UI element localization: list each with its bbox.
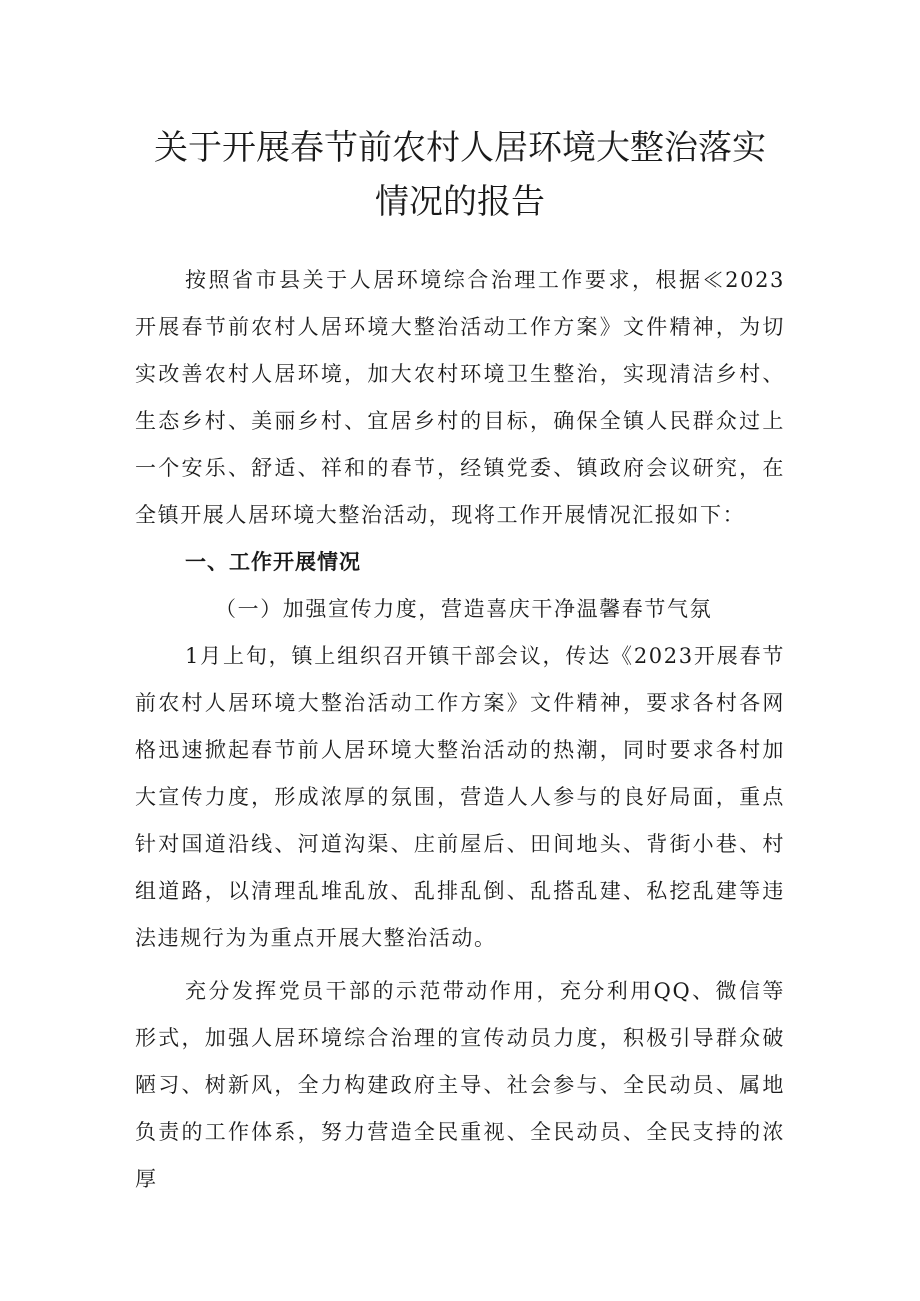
body-paragraph-1: 1月上旬，镇上组织召开镇干部会议，传达《2023开展春节前农村人居环境大整治活动工作方案》文件精神，要求各村各网格迅速掀起春节前人居环境大整治活动的热潮，同时要求各村加大宣传力度，形成浓厚的氛围，营造人人参与的良好局面，重点针对国道沿线、河道沟渠、庄前屋后、田间地头、背街小巷、村组道路，以清理乱堆乱放、乱排乱倒、乱搭乱建、私挖乱建等违法违规行为为重点开展大整治活动。 — [135, 644, 785, 950]
document-body — [135, 257, 785, 1203]
document-title-line-2: 情况的报告 — [375, 182, 545, 222]
section-heading-1: 一、工作开展情况 — [185, 550, 361, 574]
intro-paragraph: 按照省市县关于人居环境综合治理工作要求，根据≪2023开展春节前农村人居环境大整治活动工作方案》文件精神，为切实改善农村人居环境，加大农村环境卫生整治，实现清洁乡村、生态乡村、美丽乡村、宜居乡村的目标，确保全镇人民群众过上一个安乐、舒适、祥和的春节，经镇党委、镇政府会议研究，在全镇开展人居环境大整治活动，现将工作开展情况汇报如下： — [135, 268, 785, 527]
subsection-heading-1: （一）加强宣传力度，营造喜庆干净温馨春节气氛 — [215, 597, 713, 621]
body-paragraph-2: 充分发挥党员干部的示范带动作用，充分利用QQ、微信等形式，加强人居环境综合治理的宣传动员力度，积极引导群众破陋习、树新风，全力构建政府主导、社会参与、全民动员、属地负责的工作体系，努力营造全民重视、全民动员、全民支持的浓厚 — [135, 979, 785, 1191]
document-title-line-1: 关于开展春节前农村人居环境大整治落实 — [154, 128, 766, 168]
